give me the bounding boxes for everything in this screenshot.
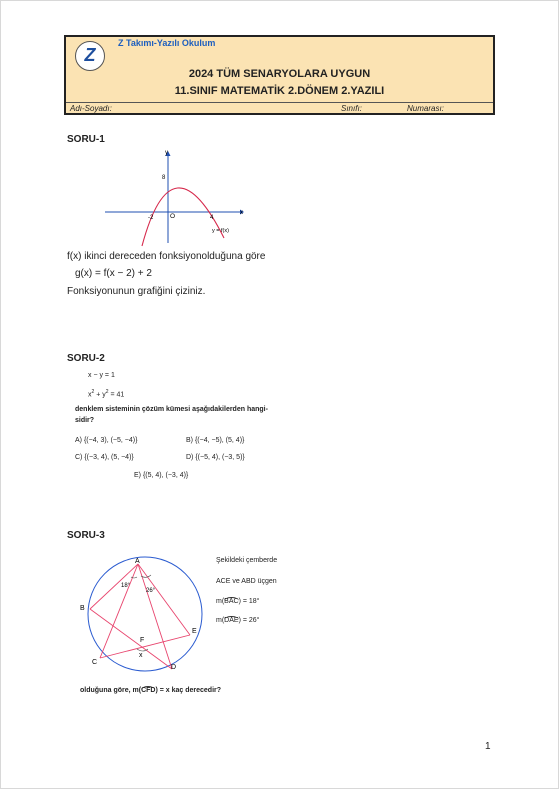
- logo-letter: Z: [84, 45, 96, 65]
- angle-arc-bac: [131, 577, 137, 578]
- parabola-graph: [100, 148, 250, 248]
- exam-header: [64, 35, 495, 115]
- eq2-x: x: [88, 391, 92, 399]
- q1-text-line2: g(x) = f(x − 2) + 2: [75, 268, 152, 279]
- point-d-label: D: [171, 664, 177, 671]
- q3-desc-line1: Şekildeki çemberde: [216, 557, 278, 564]
- origin-label: O: [170, 213, 176, 220]
- question-1-title: SORU-1: [67, 134, 105, 145]
- segment-ac: [100, 564, 138, 658]
- header-divider: [66, 102, 493, 103]
- option-d[interactable]: D) {(−5, 4), (−3, 5)}: [186, 454, 245, 461]
- exam-title-line2: 11.SINIF MATEMATİK 2.DÖNEM 2.YAZILI: [174, 85, 385, 97]
- equation-2: [88, 389, 124, 398]
- page-number: 1: [485, 741, 491, 752]
- eq2-exp-x: 2: [91, 389, 95, 395]
- exam-title-line1: 2024 TÜM SENARYOLARA UYGUN: [188, 68, 371, 80]
- equation-1: x − y = 1: [88, 372, 115, 379]
- eq2-rest: = 41: [108, 391, 125, 399]
- option-b[interactable]: B) {(−4, −5), (5, 4)}: [186, 437, 245, 444]
- neg-root-label: -2: [148, 215, 154, 221]
- question-3-title: SORU-3: [67, 530, 105, 541]
- desc3-arc: BAC: [224, 598, 239, 605]
- q1-text-line3: Fonksiyonunun grafiğini çiziniz.: [67, 286, 206, 297]
- q3-question-pre: olduğuna göre, m(: [80, 687, 142, 694]
- pos-root-label: 4: [210, 215, 214, 221]
- circle-figure: [80, 556, 210, 676]
- eq2-plus-y: + y: [94, 391, 106, 399]
- q3-desc-line2: ACE ve ABD üçgen: [216, 578, 277, 585]
- desc3-post: ) = 18°: [238, 598, 260, 605]
- school-logo: [75, 41, 105, 71]
- point-c-label: C: [92, 659, 98, 666]
- point-a-label: A: [135, 558, 140, 565]
- point-f-label: F: [140, 637, 145, 644]
- eq2-exp-y: 2: [105, 389, 109, 395]
- option-e[interactable]: E) {(5, 4), (−3, 4)}: [134, 472, 189, 479]
- desc4-pre: m(: [216, 617, 225, 624]
- function-label: y = f(x): [212, 228, 229, 234]
- angle-18-label: 18°: [121, 583, 131, 589]
- y-axis-label: y: [165, 150, 168, 156]
- angle-x-label: x: [139, 652, 143, 659]
- segment-ae: [138, 564, 190, 635]
- q3-question-post: ) = x kaç derecedir?: [155, 687, 222, 694]
- x-axis-label: x: [240, 210, 243, 216]
- segment-ce: [100, 635, 190, 658]
- segment-bd: [90, 609, 172, 669]
- school-name: Z Takımı-Yazılı Okulum: [118, 38, 216, 48]
- desc4-arc: DAE: [224, 617, 239, 624]
- q3-question: [80, 687, 221, 694]
- class-label: Sınıfı:: [341, 104, 362, 113]
- q1-text-line1: f(x) ikinci dereceden fonksiyonolduğuna göre: [67, 251, 266, 262]
- q3-desc-line3: [216, 598, 259, 605]
- desc4-post: ) = 26°: [238, 617, 260, 624]
- segment-ad: [138, 564, 172, 669]
- angle-26-label: 26°: [146, 588, 156, 594]
- option-c[interactable]: C) {(−3, 4), (5, −4)}: [75, 454, 134, 461]
- point-b-label: B: [80, 605, 85, 612]
- point-e-label: E: [192, 628, 197, 635]
- q3-question-arc: CFD: [141, 687, 156, 694]
- option-a[interactable]: A) {(−4, 3), (−5, −4)}: [75, 437, 138, 444]
- name-label: Adı-Soyadı:: [70, 104, 112, 113]
- desc3-pre: m(: [216, 598, 225, 605]
- number-label: Numarası:: [407, 104, 444, 113]
- question-2-title: SORU-2: [67, 353, 105, 364]
- segment-ab: [90, 564, 138, 609]
- y-intercept-label: 8: [162, 175, 166, 181]
- q2-question-line1: denklem sisteminin çözüm kümesi aşağıdakilerden hangi-: [75, 406, 268, 413]
- q2-question-line2: sidir?: [75, 417, 95, 424]
- q3-desc-line4: [216, 617, 259, 624]
